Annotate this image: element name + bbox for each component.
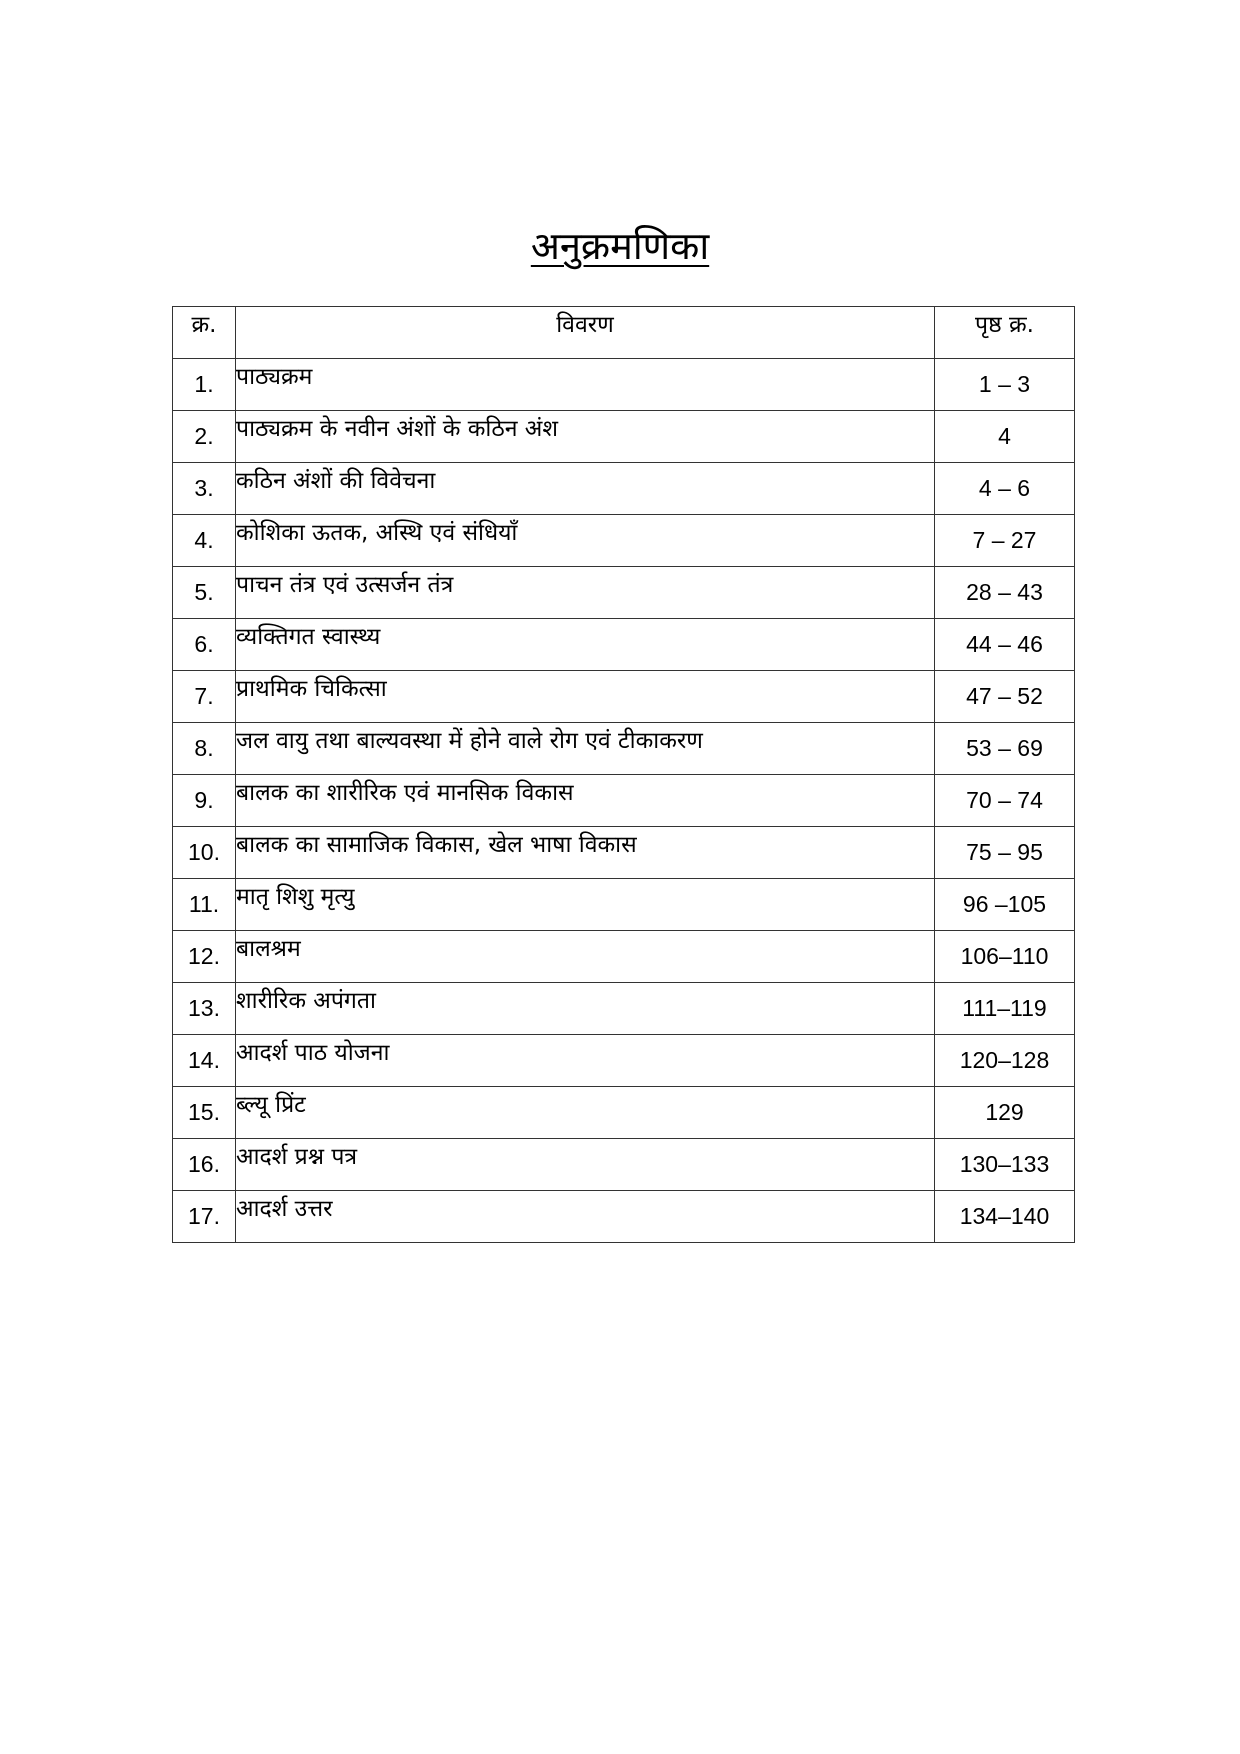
row-page-range: 4	[935, 411, 1075, 463]
table-row	[173, 1035, 1075, 1087]
row-serial-number: 5.	[173, 567, 236, 619]
table-row	[173, 775, 1075, 827]
table-row	[173, 1087, 1075, 1139]
row-serial-number: 12.	[173, 931, 236, 983]
header-serial-number: क्र.	[173, 307, 236, 359]
row-page-range: 28 – 43	[935, 567, 1075, 619]
row-page-range: 4 – 6	[935, 463, 1075, 515]
row-serial-number: 3.	[173, 463, 236, 515]
table-header-row	[173, 307, 1075, 359]
row-serial-number: 10.	[173, 827, 236, 879]
table-row	[173, 671, 1075, 723]
row-page-range: 120–128	[935, 1035, 1075, 1087]
table-row	[173, 983, 1075, 1035]
row-page-range: 53 – 69	[935, 723, 1075, 775]
page-title	[0, 218, 1240, 274]
row-page-range: 129	[935, 1087, 1075, 1139]
row-serial-number: 6.	[173, 619, 236, 671]
row-description: पाठ्यक्रम	[236, 359, 935, 411]
table-row	[173, 515, 1075, 567]
row-serial-number: 1.	[173, 359, 236, 411]
row-serial-number: 16.	[173, 1139, 236, 1191]
table-row	[173, 879, 1075, 931]
row-description: पाठ्यक्रम के नवीन अंशों के कठिन अंश	[236, 411, 935, 463]
row-description: बालक का सामाजिक विकास, खेल भाषा विकास	[236, 827, 935, 879]
row-page-range: 7 – 27	[935, 515, 1075, 567]
row-page-range: 47 – 52	[935, 671, 1075, 723]
table-row	[173, 1191, 1075, 1243]
row-serial-number: 8.	[173, 723, 236, 775]
row-page-range: 106–110	[935, 931, 1075, 983]
row-description: आदर्श पाठ योजना	[236, 1035, 935, 1087]
row-page-range: 96 –105	[935, 879, 1075, 931]
row-serial-number: 7.	[173, 671, 236, 723]
row-page-range: 1 – 3	[935, 359, 1075, 411]
row-page-range: 75 – 95	[935, 827, 1075, 879]
table-row	[173, 1139, 1075, 1191]
table-row	[173, 827, 1075, 879]
row-description: आदर्श प्रश्न पत्र	[236, 1139, 935, 1191]
row-description: कोशिका ऊतक, अस्थि एवं संधियाँ	[236, 515, 935, 567]
table-row	[173, 723, 1075, 775]
row-page-range: 70 – 74	[935, 775, 1075, 827]
row-serial-number: 15.	[173, 1087, 236, 1139]
page-title-text: अनुक्रमणिका	[530, 224, 710, 268]
row-description: कठिन अंशों की विवेचना	[236, 463, 935, 515]
header-description: विवरण	[236, 307, 935, 359]
row-serial-number: 9.	[173, 775, 236, 827]
row-description: शारीरिक अपंगता	[236, 983, 935, 1035]
row-description: ब्ल्यू प्रिंट	[236, 1087, 935, 1139]
table-row	[173, 463, 1075, 515]
header-page-number: पृष्ठ क्र.	[935, 307, 1075, 359]
row-serial-number: 2.	[173, 411, 236, 463]
row-description: मातृ शिशु मृत्यु	[236, 879, 935, 931]
row-serial-number: 4.	[173, 515, 236, 567]
table-row	[173, 931, 1075, 983]
row-serial-number: 14.	[173, 1035, 236, 1087]
row-page-range: 44 – 46	[935, 619, 1075, 671]
row-description: बालश्रम	[236, 931, 935, 983]
table-row	[173, 619, 1075, 671]
table-row	[173, 359, 1075, 411]
table-row	[173, 567, 1075, 619]
row-description: आदर्श उत्तर	[236, 1191, 935, 1243]
row-page-range: 130–133	[935, 1139, 1075, 1191]
row-page-range: 111–119	[935, 983, 1075, 1035]
row-description: व्यक्तिगत स्वास्थ्य	[236, 619, 935, 671]
row-serial-number: 17.	[173, 1191, 236, 1243]
row-description: पाचन तंत्र एवं उत्सर्जन तंत्र	[236, 567, 935, 619]
row-description: प्राथमिक चिकित्सा	[236, 671, 935, 723]
row-description: बालक का शारीरिक एवं मानसिक विकास	[236, 775, 935, 827]
table-row	[173, 411, 1075, 463]
contents-table	[172, 306, 1075, 1243]
row-serial-number: 13.	[173, 983, 236, 1035]
row-description: जल वायु तथा बाल्यवस्था में होने वाले रोग एवं टीकाकरण	[236, 723, 935, 775]
row-page-range: 134–140	[935, 1191, 1075, 1243]
row-serial-number: 11.	[173, 879, 236, 931]
